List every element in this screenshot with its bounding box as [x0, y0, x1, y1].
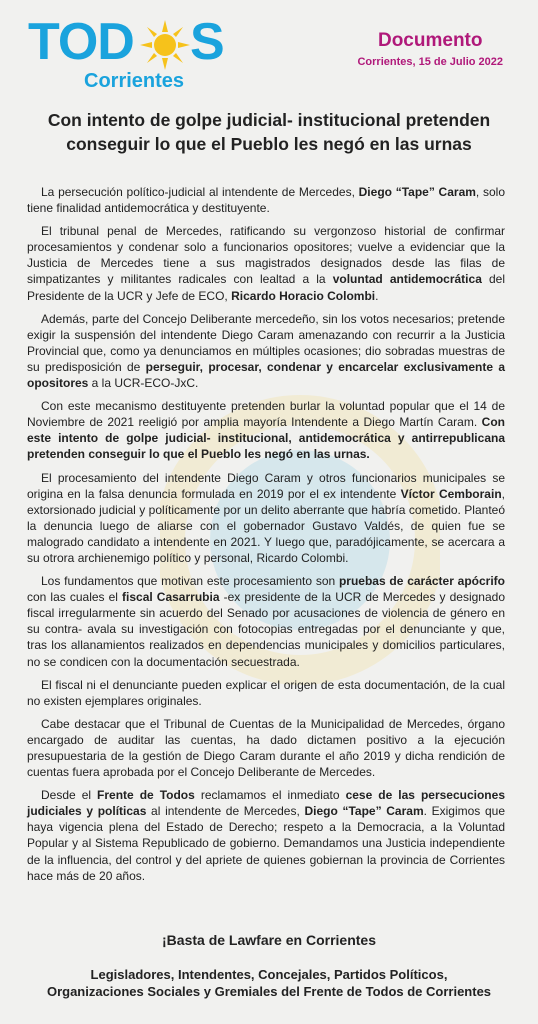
signature-line: Legisladores, Intendentes, Concejales, Partidos Políticos, — [90, 967, 448, 982]
todos-corrientes-logo: TOD S Corrientes — [28, 13, 225, 92]
body-paragraph — [27, 716, 505, 780]
text-run: al intendente de Mercedes, — [146, 804, 305, 819]
closing-slogan: ¡Basta de Lawfare en Corrientes — [162, 932, 376, 948]
bold-text: Diego “Tape” Caram — [358, 185, 476, 199]
body-paragraph — [27, 787, 505, 884]
text-run: , solo tiene finalidad antidemocrática y destituyente. — [27, 185, 506, 216]
logo-word: TOD — [28, 13, 134, 71]
bold-text: Diego “Tape” Caram — [304, 804, 424, 819]
text-run: Desde el — [41, 788, 98, 803]
bold-text: perseguir, procesar, condenar y encarcelar exclusivamente a opositores — [27, 359, 505, 391]
document-header — [0, 0, 538, 100]
text-run: El tribunal penal de Mercedes, ratificando su vergonzoso historial de confirmar procesamientos y condenar solo a funcionarios opositores; vuelve a evidenciar que la Justicia de Mercedes tiene a sus magistrados designados desde las filas de simpatizantes y militantes radicales con lealtad a la — [27, 224, 505, 287]
text-run: Los fundamentos que motivan este procesamiento son — [41, 574, 339, 589]
bold-text: pruebas de carácter apócrifo — [338, 574, 506, 589]
text-run: a la UCR-ECO-JxC. — [88, 376, 199, 391]
bold-text: Frente de Todos — [97, 788, 195, 803]
text-run: El fiscal ni el denunciante pueden explicar el origen de esta documentación, de la cual no existen ejemplares originales. — [27, 677, 505, 708]
signature-line: Organizaciones Sociales y Gremiales del Frente de Todos de Corrientes — [46, 984, 492, 999]
text-run: La persecución político-judicial al intendente de Mercedes, — [41, 185, 359, 199]
text-run: del Presidente de la UCR y Jefe de ECO, — [27, 272, 506, 303]
text-run: El procesamiento del intendente Diego Caram y otros funcionarios municipales se origina en la falsa denuncia formulada en 2019 por el ex intendente — [27, 470, 505, 501]
document-title: Con intento de golpe judicial- institucional pretenden conseguir lo que el Pueblo les negó en las urnas — [47, 110, 491, 154]
body-paragraph — [27, 184, 505, 216]
text-run: . Exigimos que haya vigencia plena del Estado de Derecho; respeto a la Democracia, a la Voluntad Popular y al Sistema Republicado de gobierno. Demandamos una Justicia independiente de la influencia, del control y del apriete de quienes gobiernan la provincia de Corrientes hace más de 20 años. — [27, 804, 505, 883]
text-run: -ex presidente de la UCR de Mercedes y designado fiscal irregularmente sin acuerdo del Senado por acusaciones de violencia de género en su contra- avala su investigación con fotocopias entregadas por el denunciante y que, tras los allanamientos realizados en dependencias municipales y domicilios particulares, no se condicen con la documentación secuestrada. — [27, 590, 505, 669]
bold-text: cese de las persecuciones judiciales y políticas — [27, 788, 505, 819]
text-run: Además, parte del Concejo Deliberante mercedeño, sin los votos necesarios; pretende exigir la suspensión del intendente Diego Caram amenazando con recurrir a la Justicia Provincial que, como ya denunciamos en múltiples ocasiones; dio sobradas muestras de su predisposición de — [27, 311, 505, 374]
signatures — [20, 966, 518, 1000]
body-paragraph — [27, 677, 505, 709]
text-run: Con este mecanismo destituyente pretenden burlar la voluntad popular que el 14 de Noviembre de 2021 reeligió por amplia mayoría Intendente a Diego Martín Caram. — [27, 399, 505, 430]
body-paragraph — [27, 573, 505, 670]
document-label: Documento — [377, 30, 483, 51]
document-info — [357, 30, 503, 68]
bold-text: Con este intento de golpe judicial- institucional, antidemocrática y antirrepublicana pretenden conseguir lo que el Pueblo les negó en las urnas. — [27, 415, 505, 462]
text-run: con las cuales el — [27, 590, 123, 605]
body-paragraph — [27, 398, 505, 462]
bold-text: Ricardo Horacio Colombi — [231, 288, 376, 303]
document-body — [27, 184, 505, 891]
logo-subtitle: Corrientes — [84, 70, 185, 92]
body-paragraph — [27, 223, 505, 303]
bold-text: fiscal Casarrubia — [122, 590, 220, 605]
text-run: . — [375, 288, 379, 303]
text-run: , extorsionado judicial y políticamente por un delito aberrante que habría cometido. Planteó la denuncia luego de aliarse con el gobernador Gustavo Valdés, de quien fue se malogrado candidato a intendente en 2021. Y luego que, paradójicamente, se acercara a su otrora archienemigo político y personal, Ricardo Colombi. — [27, 486, 505, 565]
document-date: Corrientes, 15 de Julio 2022 — [357, 56, 503, 68]
sun-icon — [140, 20, 190, 70]
text-run: reclamamos el inmediato — [194, 788, 346, 803]
bold-text: Víctor Cemborain — [400, 486, 502, 501]
text-run: Cabe destacar que el Tribunal de Cuentas de la Municipalidad de Mercedes, órgano encargado de auditar las cuentas, ha dado dictamen positivo a la ejecución presupuestaria de la gestión de Diego Caram durante el año 2019 y dicha rendición de cuentas fuera aprobada por el Concejo Deliberante de Mercedes. — [27, 716, 505, 780]
body-paragraph — [27, 470, 505, 567]
body-paragraph — [27, 311, 505, 391]
bold-text: voluntad antidemocrática — [332, 272, 482, 287]
